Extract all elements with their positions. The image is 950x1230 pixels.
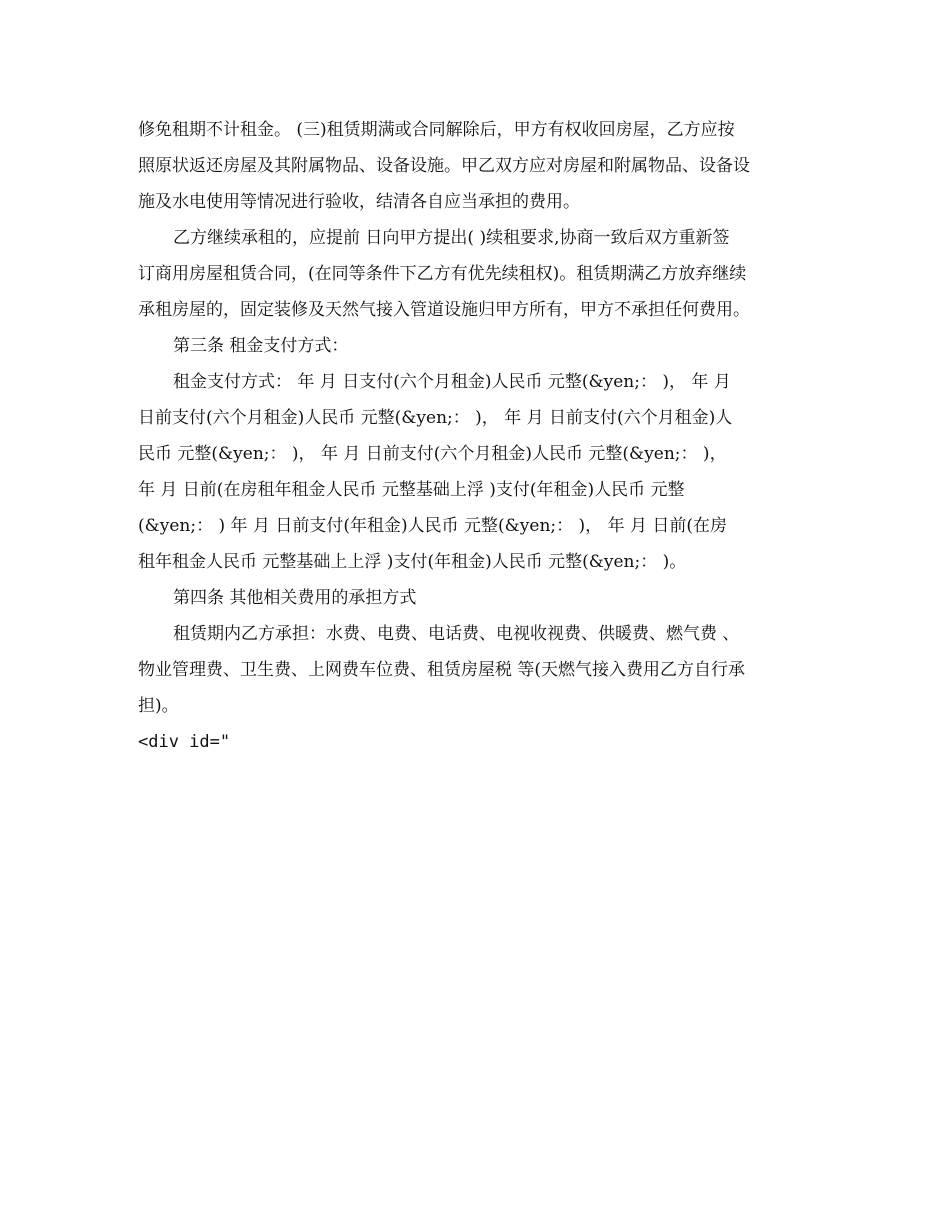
text-line-6: 承租房屋的，固定装修及天然气接入管道设施归甲方所有，甲方不承担任何费用。 xyxy=(138,300,750,320)
text-line-1: 修免租期不计租金。 (三)租赁期满或合同解除后，甲方有权收回房屋，乙方应按 xyxy=(138,120,735,140)
stray-markup-text: <div id=" xyxy=(138,732,231,752)
text-line-17: 担)。 xyxy=(138,696,179,716)
text-line-12: (&yen;： ) 年 月 日前支付(年租金)人民币 元整(&yen;： )， 年 月 日前(在房 xyxy=(138,516,728,536)
section-heading-4: 第四条 其他相关费用的承担方式 xyxy=(173,588,417,608)
text-line-5: 订商用房屋租赁合同，(在同等条件下乙方有优先续租权)。租赁期满乙方放弃继续 xyxy=(138,264,747,284)
text-line-11: 年 月 日前(在房租年租金人民币 元整基础上浮 )支付(年租金)人民币 元整 xyxy=(138,480,685,500)
text-line-13: 租年租金人民币 元整基础上上浮 )支付(年租金)人民币 元整(&yen;： )。 xyxy=(138,552,687,572)
text-line-2: 照原状返还房屋及其附属物品、设备设施。甲乙双方应对房屋和附属物品、设备设 xyxy=(138,156,750,176)
text-line-8: 租金支付方式： 年 月 日支付(六个月租金)人民币 元整(&yen;： )， 年 月 xyxy=(173,372,731,392)
text-line-15: 租赁期内乙方承担：水费、电费、电话费、电视收视费、供暖费、燃气费 、 xyxy=(173,624,740,644)
text-line-16: 物业管理费、卫生费、上网费车位费、租赁房屋税 等(天燃气接入费用乙方自行承 xyxy=(138,660,746,680)
section-heading-3: 第三条 租金支付方式： xyxy=(173,336,349,356)
text-line-4: 乙方继续承租的，应提前 日向甲方提出( )续租要求,协商一致后双方重新签 xyxy=(173,228,730,248)
document-body xyxy=(138,116,814,764)
text-line-9: 日前支付(六个月租金)人民币 元整(&yen;： )， 年 月 日前支付(六个月租金)人 xyxy=(138,408,733,428)
text-line-3: 施及水电使用等情况进行验收，结清各自应当承担的费用。 xyxy=(138,192,580,212)
text-line-10: 民币 元整(&yen;： )， 年 月 日前支付(六个月租金)人民币 元整(&yen;： )， xyxy=(138,444,727,464)
